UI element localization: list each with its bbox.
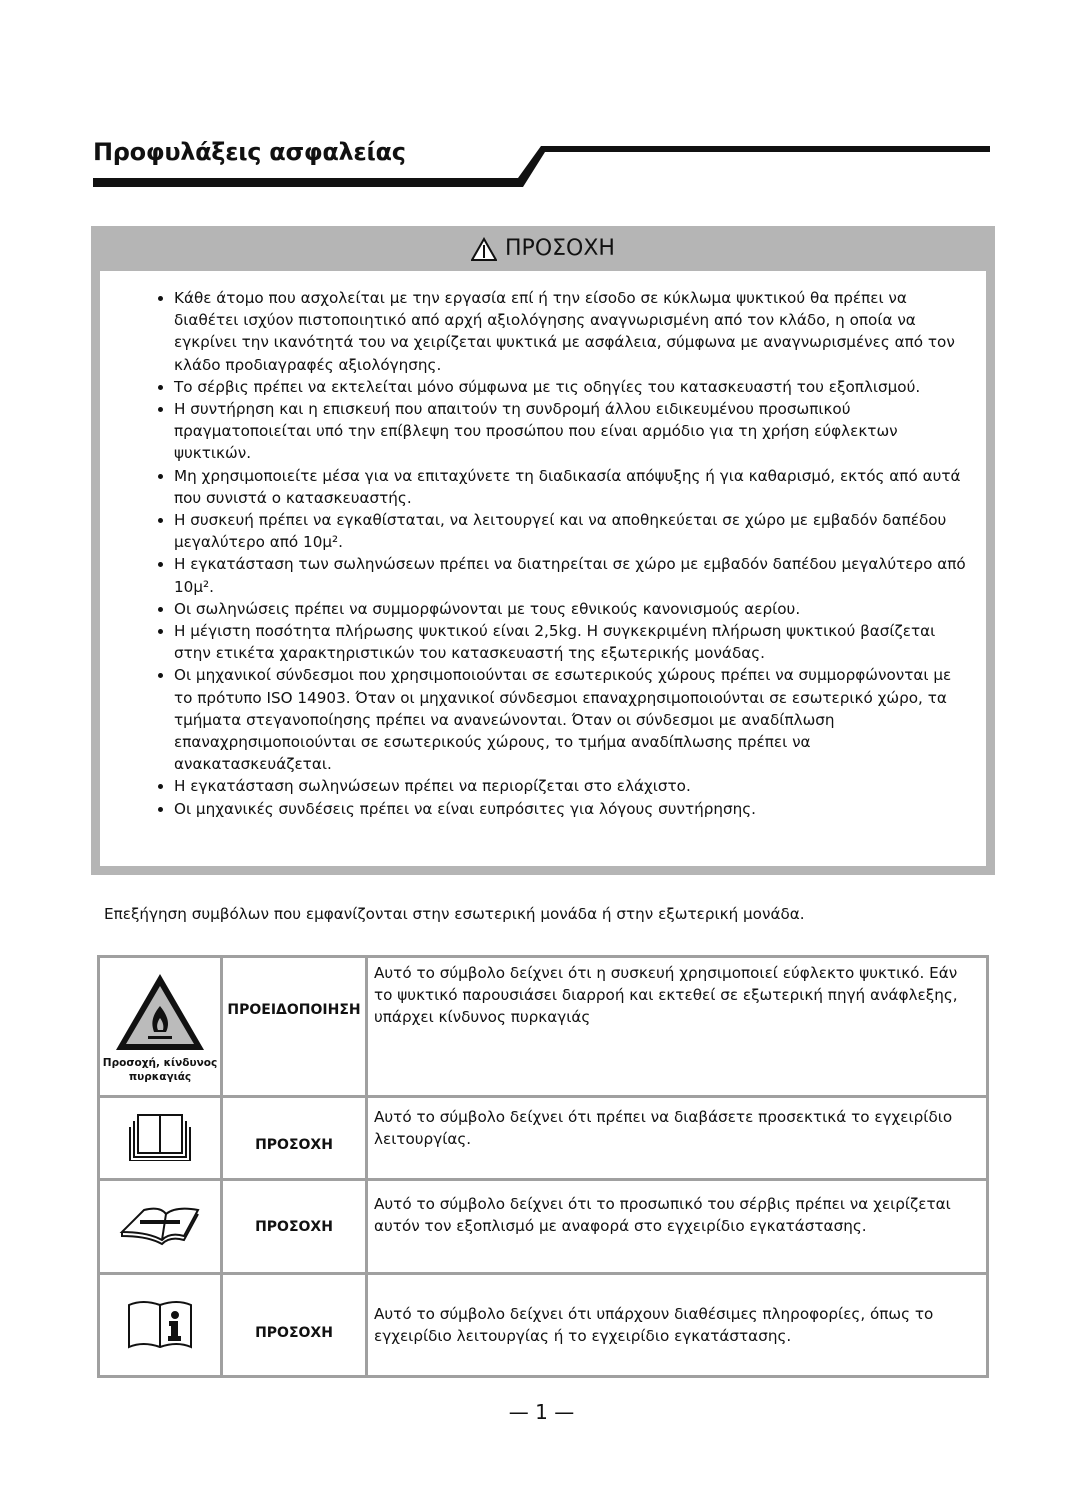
warning-item: • Οι μηχανικοί σύνδεσμοι που χρησιμοποιούνται σε εσωτερικούς χώρους πρέπει να συμμορφώνονται με το πρότυπο ISO 14903. Όταν οι μηχανικοί σύνδεσμοι επαναχρησιμοποιούνται σε εσωτερικό χώρο, τα τμήματα στεγανοποίησης πρέπει να ανανεώνονται. Όταν οι σύνδεσμοι με αναδίπλωση επαναχρησιμοποιούνται σε εσωτερικούς χώρους, το τμήμα αναδίπλωσης πρέπει να ανακατασκευάζεται. (174, 664, 966, 775)
symbol-label: ΠΡΟΣΟΧΗ (222, 1097, 367, 1180)
icon-caption: Προσοχή, κίνδυνος πυρκαγιάς (102, 1056, 218, 1083)
warning-triangle-icon (471, 237, 497, 261)
warning-item: • Η συντήρηση και η επισκευή που απαιτούν τη συνδρομή άλλου ειδικευμένου προσωπικού πραγματοποιείται υπό την επίβλεψη του προσώπου που είναι αρμόδιο για τη χρήση εύφλεκτων ψυκτικών. (174, 398, 966, 465)
symbol-icon-cell (99, 957, 222, 1097)
warning-item: • Η εγκατάσταση των σωληνώσεων πρέπει να διατηρείται σε χώρο με εμβαδόν δαπέδου μεγαλύτερο από 10μ². (174, 553, 966, 597)
manual-book-icon (128, 1111, 192, 1161)
table-row (99, 1274, 988, 1377)
symbol-icon-cell (99, 1097, 222, 1180)
info-manual-icon (125, 1297, 195, 1349)
flammable-warning-icon (110, 970, 210, 1052)
warning-item: • Μη χρησιμοποιείτε μέσα για να επιταχύνετε τη διαδικασία απόψυξης ή για καθαρισμό, εκτός από αυτά που συνιστά ο κατασκευαστής. (174, 465, 966, 509)
symbol-label: ΠΡΟΣΟΧΗ (222, 1274, 367, 1377)
table-row (99, 1180, 988, 1274)
title-rule (0, 0, 1083, 200)
warning-item: • Οι σωληνώσεις πρέπει να συμμορφώνονται με τους εθνικούς κανονισμούς αερίου. (174, 598, 966, 620)
warning-box (91, 226, 995, 875)
symbol-description: Αυτό το σύμβολο δείχνει ότι υπάρχουν διαθέσιμες πληροφορίες, όπως το εγχειρίδιο λειτουργίας ή το εγχειρίδιο εγκατάστασης. (367, 1274, 988, 1377)
table-row (99, 957, 988, 1097)
symbol-description: Αυτό το σύμβολο δείχνει ότι πρέπει να διαβάσετε προσεκτικά το εγχειρίδιο λειτουργίας. (367, 1097, 988, 1180)
warning-item: • Η εγκατάσταση σωληνώσεων πρέπει να περιορίζεται στο ελάχιστο. (174, 775, 966, 797)
warning-item: • Η μέγιστη ποσότητα πλήρωσης ψυκτικού είναι 2,5kg. Η συγκεκριμένη πλήρωση ψυκτικού βασίζεται στην ετικέτα χαρακτηριστικών του κατασκευαστή της εξωτερικής μονάδας. (174, 620, 966, 664)
symbol-icon-cell (99, 1180, 222, 1274)
warning-body (100, 271, 986, 866)
service-manual-icon (118, 1202, 202, 1248)
warning-item: • Η συσκευή πρέπει να εγκαθίσταται, να λειτουργεί και να αποθηκεύεται σε χώρο με εμβαδόν δαπέδου μεγαλύτερο από 10μ². (174, 509, 966, 553)
warning-item: • Το σέρβις πρέπει να εκτελείται μόνο σύμφωνα με τις οδηγίες του κατασκευαστή του εξοπλισμού. (174, 376, 966, 398)
warning-item: • Οι μηχανικές συνδέσεις πρέπει να είναι ευπρόσιτες για λόγους συντήρησης. (174, 798, 966, 820)
symbol-icon-cell (99, 1274, 222, 1377)
page-title: Προφυλάξεις ασφαλείας (93, 138, 406, 166)
symbol-label: ΠΡΟΣΟΧΗ (222, 1180, 367, 1274)
symbol-description: Αυτό το σύμβολο δείχνει ότι η συσκευή χρησιμοποιεί εύφλεκτο ψυκτικό. Εάν το ψυκτικό παρουσιάσει διαρροή και εκτεθεί σε εξωτερική πηγή ανάφλεξης, υπάρχει κίνδυνος πυρκαγιάς (367, 957, 988, 1097)
symbols-table (97, 955, 989, 1378)
symbols-caption: Επεξήγηση συμβόλων που εμφανίζονται στην εσωτερική μονάδα ή στην εξωτερική μονάδα. (104, 905, 805, 923)
warning-item: • Κάθε άτομο που ασχολείται με την εργασία επί ή την είσοδο σε κύκλωμα ψυκτικού θα πρέπει να διαθέτει ισχύον πιστοποιητικό από αρχή αξιολόγησης αναγνωρισμένη από τον κλάδο, η οποία να εγκρίνει την ικανότητά του να χειρίζεται ψυκτικά με ασφάλεια, σύμφωνα με αναγνωρισμένες από τον κλάδο προδιαγραφές αξιολόγησης. (174, 287, 966, 376)
symbol-description: Αυτό το σύμβολο δείχνει ότι το προσωπικό του σέρβις πρέπει να χειρίζεται αυτόν τον εξοπλισμό με αναφορά στο εγχειρίδιο εγκατάστασης. (367, 1180, 988, 1274)
warning-heading: ΠΡΟΣΟΧΗ (505, 236, 615, 261)
table-row (99, 1097, 988, 1180)
warning-header (91, 226, 995, 271)
page-number: — 1 — (508, 1400, 575, 1424)
symbol-label: ΠΡΟΕΙΔΟΠΟΙΗΣΗ (222, 957, 367, 1097)
